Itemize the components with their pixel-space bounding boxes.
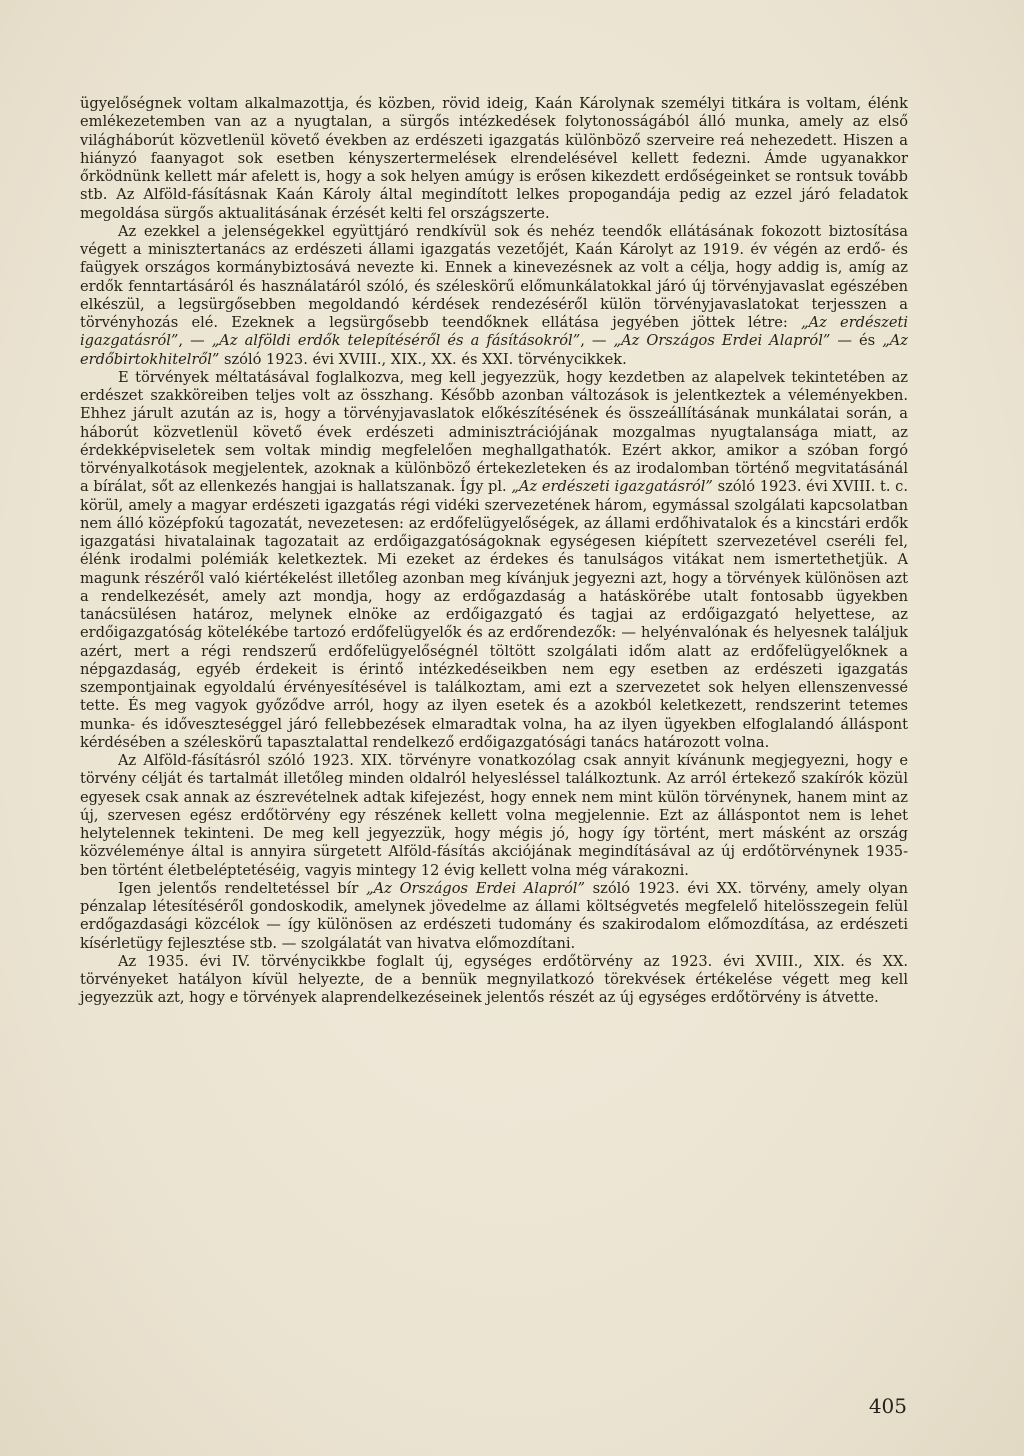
italic-title: „Az Országos Erdei Alapról” — [366, 879, 585, 897]
paragraph — [80, 95, 908, 223]
text-run: szóló 1923. évi XVIII. t. c. körül, amely a magyar erdészeti igazgatás régi vidéki szervezetének három, egymással szolgálati kapcsolatban nem álló középfokú tagozatát, nevezetesen: az erdőfelügyelőségek, az állami erdőhivatalok és a kincstári erdők igazgatási hivatalainak tagozatait az erdőigazgatóságoknak egységesen kiépített szervezetével cseréli fel, élénk irodalmi polémiák keletkeztek. Mi ezeket az érdekes és tanulságos vitákat nem ismertethetjük. A magunk részéről való kiértékelést illetőleg azonban meg kívánjuk jegyezni azt, hogy a törvények különösen azt a rendelkezését, amely azt mondja, hogy az erdőgazdaság a hatáskörébe utalt fontosabb ügyekben tanácsülésen határoz, melynek elnöke az erdőigazgató és tagjai az erdőigazgató helyettese, az erdőigazgatóság kötelékébe tartozó erdőfelügyelők és az erdőrendezők: — helyénvalónak és helyesnek találjuk azért, mert a régi rendszerű erdőfelügyelőségnél töltött szolgálati időm alatt az erdőfelügyelőknek a népgazdaság, egyéb érdekeit is érintő intézkedéseikben nem egy esetben az erdészeti igazgatás szempontjainak egyoldalú érvényesítésével is találkoztam, ami ezt a szervezetet sok helyen ellenszenvessé tette. És meg vagyok győződve arról, hogy az ilyen esetek és a azokból keletkezett, rendszerint tetemes munka- és időveszteséggel járó fellebbezések elmaradtak volna, ha az ilyen ügyekben elfoglalandó álláspont kérdésében a széleskörű tapasztalattal rendelkező erdőigazgatósági tanács határozott volna. — [80, 478, 908, 751]
paragraph — [80, 369, 908, 752]
text-run: — és — [830, 332, 883, 350]
text-run: E törvények méltatásával foglalkozva, meg kell jegyezzük, hogy kezdetben az alapelvek tekintetében az erdészet szakköreiben teljes volt az összhang. Később azonban változások is jelentkeztek a véleményekben. Ehhez járult azután az is, hogy a törvényjavaslatok előkészítésének és összeállításának munkálatai során, a háborút közvetlenül követő évek erdészeti adminisztrációjának mozgalmas nyugtalansága miatt, az érdekképviseletek sem voltak mindig megfelelően meghallgathatók. Ezért akkor, amikor a szóban forgó törvényalkotások megjelentek, azoknak a különböző értekezleteken és az irodalomban történő megvitatásánál a bírálat, sőt az ellenkezés hangjai is hallatszanak. Így pl. — [80, 368, 908, 496]
page-number: 405 — [868, 1394, 907, 1418]
text-run: ügyelőségnek voltam alkalmazottja, és közben, rövid ideig, Kaán Károlynak személyi titkára is voltam, élénk emlékezetemben van az a nyugtalan, a sürgős intézkedések folytonosságából álló munka, amely az első világháborút közvetlenül követő években az erdészeti igazgatás különböző szerveire reá nehezedett. Hiszen a hiányzó faanyagot sok esetben kényszertermelések elrendelésével kellett fedezni. Ámde ugyanakkor őrködnünk kellett már afelett is, hogy a sok helyen amúgy is erősen kikezdett erdőségeinket se rontsuk tovább stb. Az Alföld-fásításnak Kaán Károly által megindított lelkes propogandája pedig az ezzel járó feladatok megoldása sürgős aktualitásának érzését kelti fel országszerte. — [80, 95, 908, 222]
paragraph — [80, 223, 908, 369]
italic-title: „Az erdészeti igazgatásról” — [511, 478, 713, 496]
text-run: , — — [580, 332, 614, 350]
text-run: Igen jelentős rendeltetéssel bír — [118, 879, 367, 897]
text-run: , — — [178, 332, 212, 350]
text-run: szóló 1923. évi XVIII., XIX., XX. és XXI. törvénycikkek. — [219, 350, 627, 368]
paragraph — [80, 880, 908, 953]
italic-title: „Az erdészeti igazgatásról” — [80, 314, 908, 350]
italic-title: „Az Országos Erdei Alapról” — [613, 332, 831, 350]
text-run: Az Alföld-fásításról szóló 1923. XIX. törvényre vonatkozólag csak annyit kívánunk megjegyezni, hogy e törvény célját és tartalmát illetőleg minden oldalról helyesléssel találkoztunk. Az arról értekező szakírók közül egyesek csak annak az észrevételnek adtak kifejezést, hogy ennek nem mint külön törvénynek, hanem mint az új, szervesen egész erdőtörvény egy részének kellett volna megjelennie. Ezt az álláspontot nem is lehet helytelennek tekinteni. De meg kell jegyezzük, hogy mégis jó, hogy így történt, mert másként az ország közvéleménye által is annyira sürgetett Alföld-fásítás akciójának megindításával az új erdőtörvénynek 1935-ben történt életbeléptetéséig, vagyis mintegy 12 évig kellett volna még várakozni. — [80, 752, 908, 879]
body-text — [80, 95, 908, 1008]
paragraph — [80, 752, 908, 880]
italic-title: „Az erdőbirtokhitelről” — [80, 332, 908, 368]
paragraph — [80, 953, 908, 1008]
text-run: Az 1935. évi IV. törvénycikkbe foglalt új, egységes erdőtörvény az 1923. évi XVIII., XIX. és XX. törvényeket hatályon kívül helyezte, de a bennük megnyilatkozó törekvések értékelése végett meg kell jegyezzük azt, hogy e törvények alaprendelkezéseinek jelentős részét az új egységes erdőtörvény is átvette. — [80, 952, 908, 1007]
text-run: Az ezekkel a jelenségekkel együttjáró rendkívül sok és nehéz teendők ellátásának fokozott biztosítása végett a minisztertanács az erdészeti állami igazgatás vezetőjét, Kaán Károlyt az 1919. év végén az erdő- és faügyek országos kormánybiztosává nevezte ki. Ennek a kinevezésnek az volt a célja, hogy addig is, amíg az erdők fenntartásáról és használatáról szóló, és széleskörű előmunkálatokkal járó új törvényjavaslat egészében elkészül, a legsürgősebben megoldandó kérdések rendezéséről külön törvényjavaslatokat terjesszen a törvényhozás elé. Ezeknek a legsürgősebb teendőknek ellátása jegyében jöttek létre: — [80, 222, 908, 331]
text-run: szóló 1923. évi XX. törvény, amely olyan pénzalap létesítéséről gondoskodik, amelynek jövedelme az állami költségvetés megfelelő hitelösszegein felül erdőgazdasági közcélok — így különösen az erdészeti tudomány és szakirodalom előmozdítása, az erdészeti kísérletügy fejlesztése stb. — szolgálatát van hivatva előmozdítani. — [80, 879, 909, 952]
italic-title: „Az alföldi erdők telepítéséről és a fásításokról” — [211, 332, 581, 350]
